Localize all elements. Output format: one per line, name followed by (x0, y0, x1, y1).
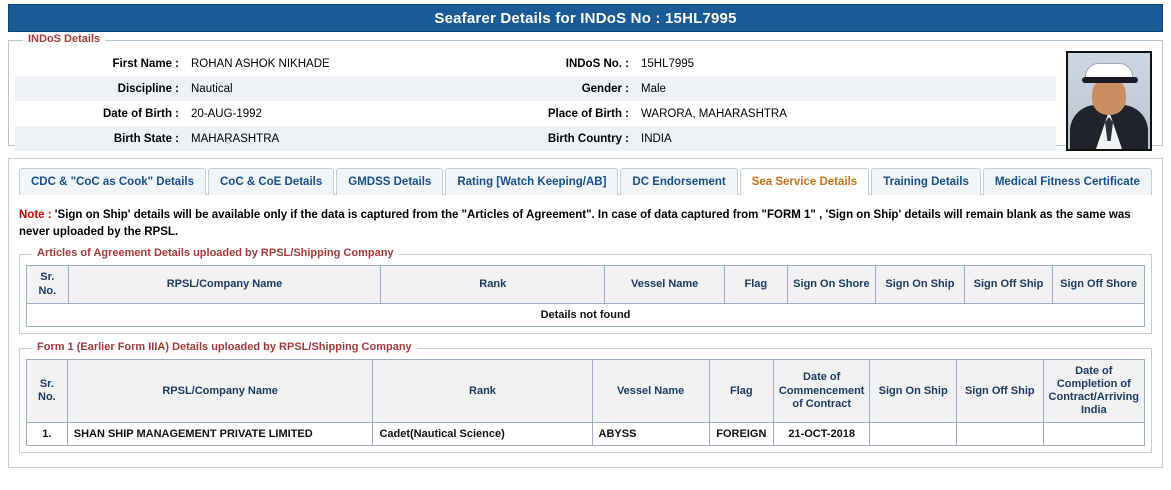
tab-coc-coe[interactable]: CoC & CoE Details (208, 168, 334, 195)
indos-details-table (15, 51, 1056, 151)
tab-bar (19, 167, 1152, 195)
col-flag: Flag (709, 359, 773, 423)
tab-training-details[interactable]: Training Details (871, 168, 981, 195)
birth-state-label: Birth State : (113, 132, 179, 145)
tab-sea-service-details[interactable]: Sea Service Details (740, 168, 870, 195)
cell-date-of-commencement: 21-OCT-2018 (774, 423, 870, 446)
tab-rating-watch-keeping[interactable]: Rating [Watch Keeping/AB] (445, 168, 618, 195)
indos-details-box (8, 33, 1163, 146)
tab-dc-endorsement[interactable]: DC Endorsement (620, 168, 737, 195)
indos-no-label: INDoS No. : (565, 57, 629, 70)
dob-value: 20-AUG-1992 (191, 107, 262, 120)
col-date-of-completion: Date of Completion of Contract/Arriving India (1043, 359, 1144, 423)
col-sign-on-shore: Sign On Shore (787, 266, 876, 303)
place-of-birth-value: WARORA, MAHARASHTRA (641, 107, 787, 120)
articles-empty-message: Details not found (27, 303, 1145, 326)
note-label: Note : (19, 209, 52, 221)
form1-section-legend: Form 1 (Earlier Form IIIA) Details uploaded by RPSL/Shipping Company (32, 341, 417, 353)
col-flag: Flag (725, 266, 788, 303)
indos-no-value: 15HL7995 (641, 57, 695, 70)
first-name-value: ROHAN ASHOK NIKHADE (191, 57, 330, 70)
col-company-name: RPSL/Company Name (67, 359, 373, 423)
tab-gmdss[interactable]: GMDSS Details (336, 168, 443, 195)
table-header-row (27, 359, 1145, 423)
col-sr-no: Sr. No. (27, 359, 68, 423)
detail-row (15, 101, 1056, 126)
table-header-row (27, 266, 1145, 303)
col-rank: Rank (381, 266, 605, 303)
tabs-panel (8, 158, 1163, 468)
cell-date-of-completion (1043, 423, 1144, 446)
birth-state-value: MAHARASHTRA (191, 132, 280, 145)
note-text (19, 207, 1152, 240)
cell-sr-no: 1. (27, 423, 68, 446)
page-header (8, 4, 1163, 32)
col-date-of-commencement: Date of Commencement of Contract (774, 359, 870, 423)
col-sign-off-ship: Sign Off Ship (956, 359, 1043, 423)
discipline-label: Discipline : (117, 82, 179, 95)
col-sign-on-ship: Sign On Ship (870, 359, 957, 423)
col-vessel-name: Vessel Name (605, 266, 725, 303)
page-title: Seafarer Details for INDoS No : 15HL7995 (434, 9, 737, 27)
articles-table (26, 265, 1145, 326)
col-sr-no: Sr. No. (27, 266, 69, 303)
cell-company-name: SHAN SHIP MANAGEMENT PRIVATE LIMITED (67, 423, 373, 446)
birth-country-value: INDIA (641, 132, 672, 145)
cell-sign-on-ship (870, 423, 957, 446)
discipline-value: Nautical (191, 82, 233, 95)
articles-of-agreement-section (19, 247, 1152, 333)
articles-section-legend: Articles of Agreement Details uploaded by RPSL/Shipping Company (32, 247, 399, 259)
detail-row (15, 51, 1056, 76)
table-row (27, 423, 1145, 446)
gender-label: Gender : (581, 82, 629, 95)
col-sign-off-ship: Sign Off Ship (964, 266, 1053, 303)
place-of-birth-label: Place of Birth : (547, 107, 629, 120)
cell-vessel-name: ABYSS (592, 423, 709, 446)
gender-value: Male (641, 82, 666, 95)
birth-country-label: Birth Country : (547, 132, 629, 145)
cell-rank: Cadet(Nautical Science) (373, 423, 592, 446)
cell-flag: FOREIGN (709, 423, 773, 446)
cell-sign-off-ship (956, 423, 1043, 446)
detail-row (15, 126, 1056, 151)
dob-label: Date of Birth : (102, 107, 179, 120)
form1-section (19, 340, 1152, 454)
note-body: 'Sign on Ship' details will be available only if the data is captured from the "Articles of Agreement". In case of data captured from "FORM 1" , 'Sign on Ship' details will remain blank as the same was never uploaded by the RPSL. (19, 209, 1131, 238)
seafarer-photo (1066, 51, 1152, 151)
tab-medical-fitness-certificate[interactable]: Medical Fitness Certificate (983, 168, 1152, 195)
col-vessel-name: Vessel Name (592, 359, 709, 423)
table-row (27, 303, 1145, 326)
first-name-label: First Name : (112, 57, 179, 70)
col-company-name: RPSL/Company Name (68, 266, 381, 303)
col-sign-on-ship: Sign On Ship (876, 266, 965, 303)
detail-row (15, 76, 1056, 101)
col-sign-off-shore: Sign Off Shore (1053, 266, 1145, 303)
indos-details-legend: INDoS Details (23, 33, 105, 45)
photo-container (1056, 51, 1156, 151)
tab-cdc-coc-as-cook[interactable]: CDC & "CoC as Cook" Details (19, 168, 206, 195)
form1-table (26, 359, 1145, 447)
col-rank: Rank (373, 359, 592, 423)
